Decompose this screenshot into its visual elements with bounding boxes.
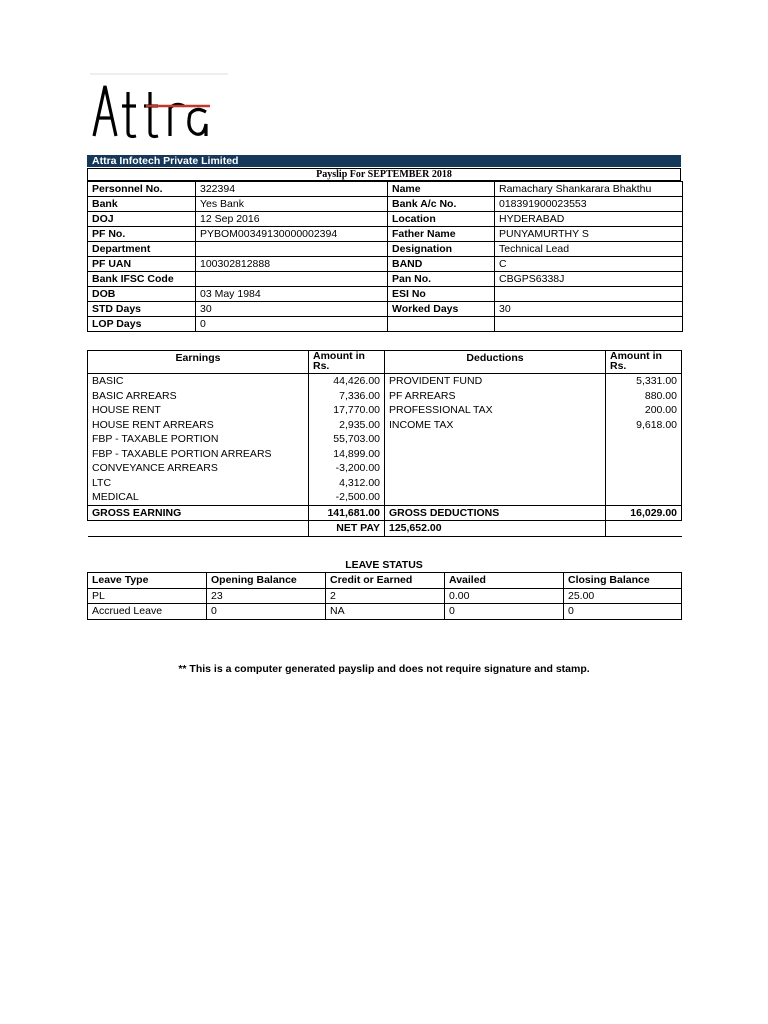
info-label: Bank IFSC Code — [88, 272, 196, 287]
gross-earning-label: GROSS EARNING — [88, 505, 309, 521]
info-value: 03 May 1984 — [196, 287, 388, 302]
earning-amount: 14,899.00 — [309, 447, 385, 462]
deductions-amount-header: Amount in Rs. — [606, 351, 682, 374]
deduction-name: PROFESSIONAL TAX — [385, 403, 606, 418]
info-label: Bank — [88, 197, 196, 212]
deduction-amount: 5,331.00 — [606, 374, 682, 389]
earning-amount: 44,426.00 — [309, 374, 385, 389]
info-row — [88, 317, 683, 332]
pay-row — [88, 418, 682, 433]
gross-earning-value: 141,681.00 — [309, 505, 385, 521]
leave-row — [88, 604, 682, 620]
leave-cell: PL — [88, 588, 207, 604]
earning-name: BASIC ARREARS — [88, 389, 309, 404]
leave-cell: 23 — [207, 588, 326, 604]
payslip-title: Payslip For SEPTEMBER 2018 — [87, 168, 681, 181]
earning-name: BASIC — [88, 374, 309, 389]
info-label: Pan No. — [388, 272, 495, 287]
info-value: Ramachary Shankarara Bhakthu — [495, 182, 683, 197]
leave-cell: 25.00 — [564, 588, 682, 604]
leave-cell: Accrued Leave — [88, 604, 207, 620]
deduction-amount — [606, 490, 682, 505]
company-logo — [88, 72, 228, 144]
deduction-name — [385, 490, 606, 505]
leave-status-table — [87, 572, 682, 620]
net-pay-label: NET PAY — [309, 521, 385, 537]
info-row — [88, 242, 683, 257]
info-value: 12 Sep 2016 — [196, 212, 388, 227]
earning-name: CONVEYANCE ARREARS — [88, 461, 309, 476]
info-label — [388, 317, 495, 332]
info-label: Worked Days — [388, 302, 495, 317]
deduction-amount: 880.00 — [606, 389, 682, 404]
leave-col-header: Closing Balance — [564, 573, 682, 589]
info-value: Yes Bank — [196, 197, 388, 212]
earning-amount: 17,770.00 — [309, 403, 385, 418]
info-label: BAND — [388, 257, 495, 272]
leave-col-header: Leave Type — [88, 573, 207, 589]
info-row — [88, 212, 683, 227]
gross-deductions-label: GROSS DEDUCTIONS — [385, 505, 606, 521]
earning-name: HOUSE RENT — [88, 403, 309, 418]
info-label: PF UAN — [88, 257, 196, 272]
net-pay-row — [88, 521, 682, 537]
info-label: PF No. — [88, 227, 196, 242]
deduction-amount — [606, 432, 682, 447]
deduction-name — [385, 476, 606, 491]
leave-col-header: Availed — [445, 573, 564, 589]
leave-cell: 0 — [564, 604, 682, 620]
earning-name: MEDICAL — [88, 490, 309, 505]
info-value: 0 — [196, 317, 388, 332]
pay-row — [88, 374, 682, 389]
info-label: Bank A/c No. — [388, 197, 495, 212]
info-value: CBGPS6338J — [495, 272, 683, 287]
deduction-amount — [606, 447, 682, 462]
info-row — [88, 287, 683, 302]
earning-name: LTC — [88, 476, 309, 491]
earning-name: HOUSE RENT ARREARS — [88, 418, 309, 433]
leave-cell: 0 — [445, 604, 564, 620]
spacer-cell — [88, 521, 309, 537]
deduction-name: INCOME TAX — [385, 418, 606, 433]
pay-row — [88, 490, 682, 505]
leave-row — [88, 588, 682, 604]
info-value: HYDERABAD — [495, 212, 683, 227]
deduction-name: PF ARREARS — [385, 389, 606, 404]
info-row — [88, 257, 683, 272]
info-label: Department — [88, 242, 196, 257]
earning-name: FBP - TAXABLE PORTION ARREARS — [88, 447, 309, 462]
info-value: 30 — [196, 302, 388, 317]
earnings-amount-header: Amount in Rs. — [309, 351, 385, 374]
earning-amount: 2,935.00 — [309, 418, 385, 433]
earnings-deductions-table — [87, 350, 682, 537]
deduction-name — [385, 461, 606, 476]
earning-amount: 55,703.00 — [309, 432, 385, 447]
gross-deductions-value: 16,029.00 — [606, 505, 682, 521]
info-value: 322394 — [196, 182, 388, 197]
leave-col-header: Credit or Earned — [326, 573, 445, 589]
info-row — [88, 197, 683, 212]
deduction-amount: 200.00 — [606, 403, 682, 418]
info-label: LOP Days — [88, 317, 196, 332]
deductions-header: Deductions — [385, 351, 606, 374]
info-value: PYBOM00349130000002394 — [196, 227, 388, 242]
info-value — [196, 272, 388, 287]
table-header-row — [88, 351, 682, 374]
info-value — [196, 242, 388, 257]
company-name-bar: Attra Infotech Private Limited — [87, 155, 681, 167]
info-label: Location — [388, 212, 495, 227]
info-label: Father Name — [388, 227, 495, 242]
leave-cell: 0.00 — [445, 588, 564, 604]
info-label: Name — [388, 182, 495, 197]
leave-col-header: Opening Balance — [207, 573, 326, 589]
pay-row — [88, 389, 682, 404]
deduction-name — [385, 432, 606, 447]
gross-row — [88, 505, 682, 521]
info-label: ESI No — [388, 287, 495, 302]
employee-info-table — [87, 181, 683, 332]
info-value: PUNYAMURTHY S — [495, 227, 683, 242]
pay-row — [88, 461, 682, 476]
deduction-name — [385, 447, 606, 462]
deduction-amount: 9,618.00 — [606, 418, 682, 433]
info-row — [88, 227, 683, 242]
info-value: Technical Lead — [495, 242, 683, 257]
footer-note: ** This is a computer generated payslip and does not require signature and stamp. — [178, 663, 590, 675]
deduction-amount — [606, 461, 682, 476]
pay-row — [88, 403, 682, 418]
earning-amount: -3,200.00 — [309, 461, 385, 476]
net-pay-value: 125,652.00 — [385, 521, 606, 537]
earning-amount: -2,500.00 — [309, 490, 385, 505]
deduction-amount — [606, 476, 682, 491]
info-label: STD Days — [88, 302, 196, 317]
earnings-header: Earnings — [88, 351, 309, 374]
earning-name: FBP - TAXABLE PORTION — [88, 432, 309, 447]
info-value: C — [495, 257, 683, 272]
info-value: 30 — [495, 302, 683, 317]
pay-row — [88, 476, 682, 491]
leave-cell: 0 — [207, 604, 326, 620]
earning-amount: 7,336.00 — [309, 389, 385, 404]
leave-status-title: LEAVE STATUS — [345, 559, 423, 571]
info-value: 100302812888 — [196, 257, 388, 272]
info-label: Personnel No. — [88, 182, 196, 197]
info-label: DOB — [88, 287, 196, 302]
leave-cell: 2 — [326, 588, 445, 604]
leave-header-row — [88, 573, 682, 589]
leave-cell: NA — [326, 604, 445, 620]
earning-amount: 4,312.00 — [309, 476, 385, 491]
pay-row — [88, 447, 682, 462]
info-value — [495, 287, 683, 302]
info-value: 018391900023553 — [495, 197, 683, 212]
pay-row — [88, 432, 682, 447]
spacer-cell — [606, 521, 682, 537]
info-label: Designation — [388, 242, 495, 257]
info-row — [88, 272, 683, 287]
info-label: DOJ — [88, 212, 196, 227]
deduction-name: PROVIDENT FUND — [385, 374, 606, 389]
info-row — [88, 182, 683, 197]
info-row — [88, 302, 683, 317]
info-value — [495, 317, 683, 332]
